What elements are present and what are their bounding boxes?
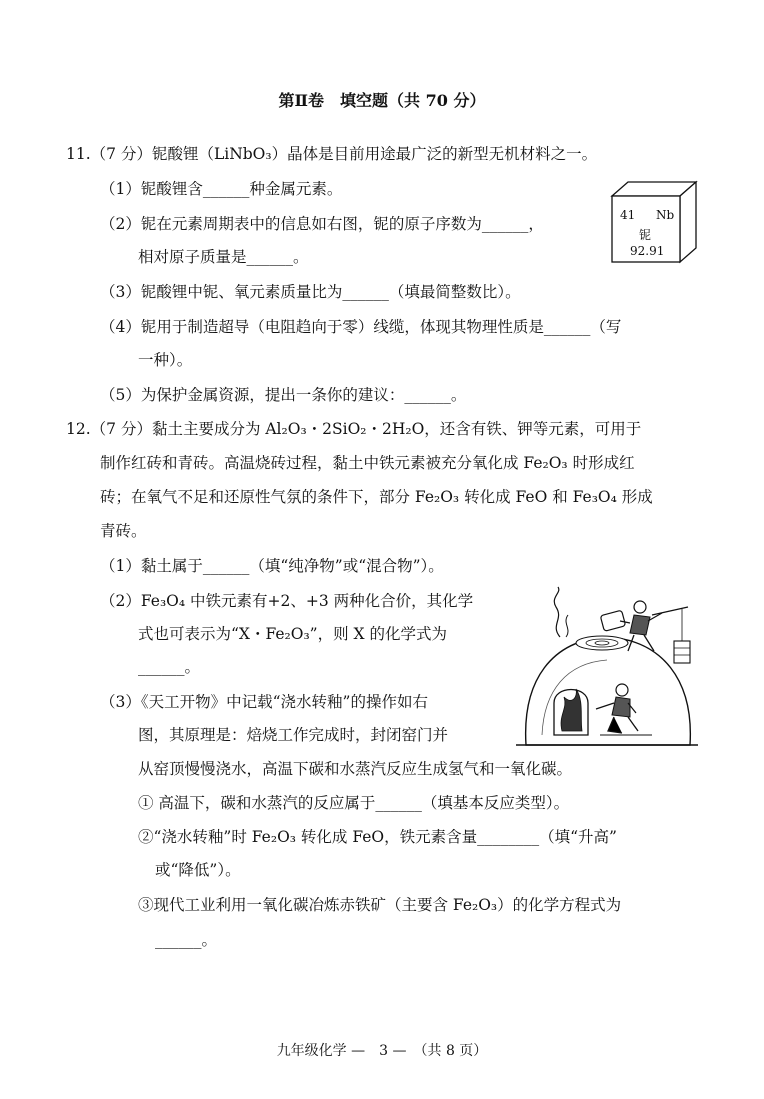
q12-part3-line3: 从窑顶慢慢浇水，高温下碳和水蒸汽反应生成氢气和一氧化碳。 bbox=[138, 760, 573, 778]
q11-part4-line2: 一种）。 bbox=[138, 351, 193, 369]
q12-part1: （1）黏土属于______（填“纯净物”或“混合物”）。 bbox=[100, 557, 444, 575]
kiln-illustration bbox=[512, 585, 702, 754]
element-name: 铌 bbox=[639, 228, 652, 242]
q12-stem-line3: 砖；在氧气不足和还原性气氛的条件下，部分 Fe₂O₃ 转化成 FeO 和 Fe₃O₄ 形成 bbox=[100, 488, 653, 506]
q12-sub3-line1: ③现代工业利用一氧化碳冶炼赤铁矿（主要含 Fe₂O₃）的化学方程式为 bbox=[138, 896, 622, 914]
q12-part2-line2: 式也可表示为“X・Fe₂O₃”，则 X 的化学式为 bbox=[138, 625, 447, 643]
element-atomic-mass: 92.91 bbox=[630, 244, 665, 258]
q12-stem-line1: 12.（7 分）黏土主要成分为 Al₂O₃・2SiO₂・2H₂O，还含有铁、钾等元素，可用于 bbox=[66, 420, 642, 438]
q12-sub1: ① 高温下，碳和水蒸汽的反应属于______（填基本反应类型）。 bbox=[138, 794, 570, 812]
page-footer: 九年级化学 — 3 — （共 8 页） bbox=[276, 1043, 488, 1059]
q11-part5: （5）为保护金属资源，提出一条你的建议：______。 bbox=[100, 386, 467, 404]
q11-part2-line2: 相对原子质量是______。 bbox=[138, 248, 309, 266]
element-atomic-number: 41 bbox=[620, 208, 636, 222]
section-title: 第Ⅱ卷 填空题（共 70 分） bbox=[278, 91, 486, 110]
q12-part2-line3: ______。 bbox=[138, 658, 201, 676]
q12-part3-line2: 图，其原理是：焙烧工作完成时，封闭窑门并 bbox=[138, 726, 449, 744]
element-cell-figure bbox=[610, 180, 700, 270]
q12-sub3-line2: ______。 bbox=[155, 931, 218, 949]
q11-stem: 11.（7 分）铌酸锂（LiNbO₃）晶体是目前用途最广泛的新型无机材料之一。 bbox=[66, 145, 598, 163]
q12-stem-line2: 制作红砖和青砖。高温烧砖过程，黏土中铁元素被充分氧化成 Fe₂O₃ 时形成红 bbox=[100, 454, 635, 472]
q11-part4-line1: （4）铌用于制造超导（电阻趋向于零）线缆，体现其物理性质是______（写 bbox=[100, 318, 622, 336]
q11-part3: （3）铌酸锂中铌、氧元素质量比为______（填最简整数比）。 bbox=[100, 283, 521, 301]
q12-part3-line1: （3）《天工开物》中记载“浇水转釉”的操作如右 bbox=[100, 693, 428, 711]
q12-sub2-line2: 或“降低”）。 bbox=[155, 861, 241, 879]
kiln-drawing bbox=[512, 585, 702, 750]
q11-part2-line1: （2）铌在元素周期表中的信息如右图，铌的原子序数为______， bbox=[100, 215, 544, 233]
q12-stem-line4: 青砖。 bbox=[100, 522, 147, 540]
q12-part2-line1: （2）Fe₃O₄ 中铁元素有+2、+3 两种化合价，其化学 bbox=[100, 592, 474, 610]
q12-sub2-line1: ②“浇水转釉”时 Fe₂O₃ 转化成 FeO，铁元素含量________（填“升高” bbox=[138, 828, 617, 846]
q11-part1: （1）铌酸锂含______种金属元素。 bbox=[100, 180, 343, 198]
element-symbol: Nb bbox=[656, 208, 675, 222]
